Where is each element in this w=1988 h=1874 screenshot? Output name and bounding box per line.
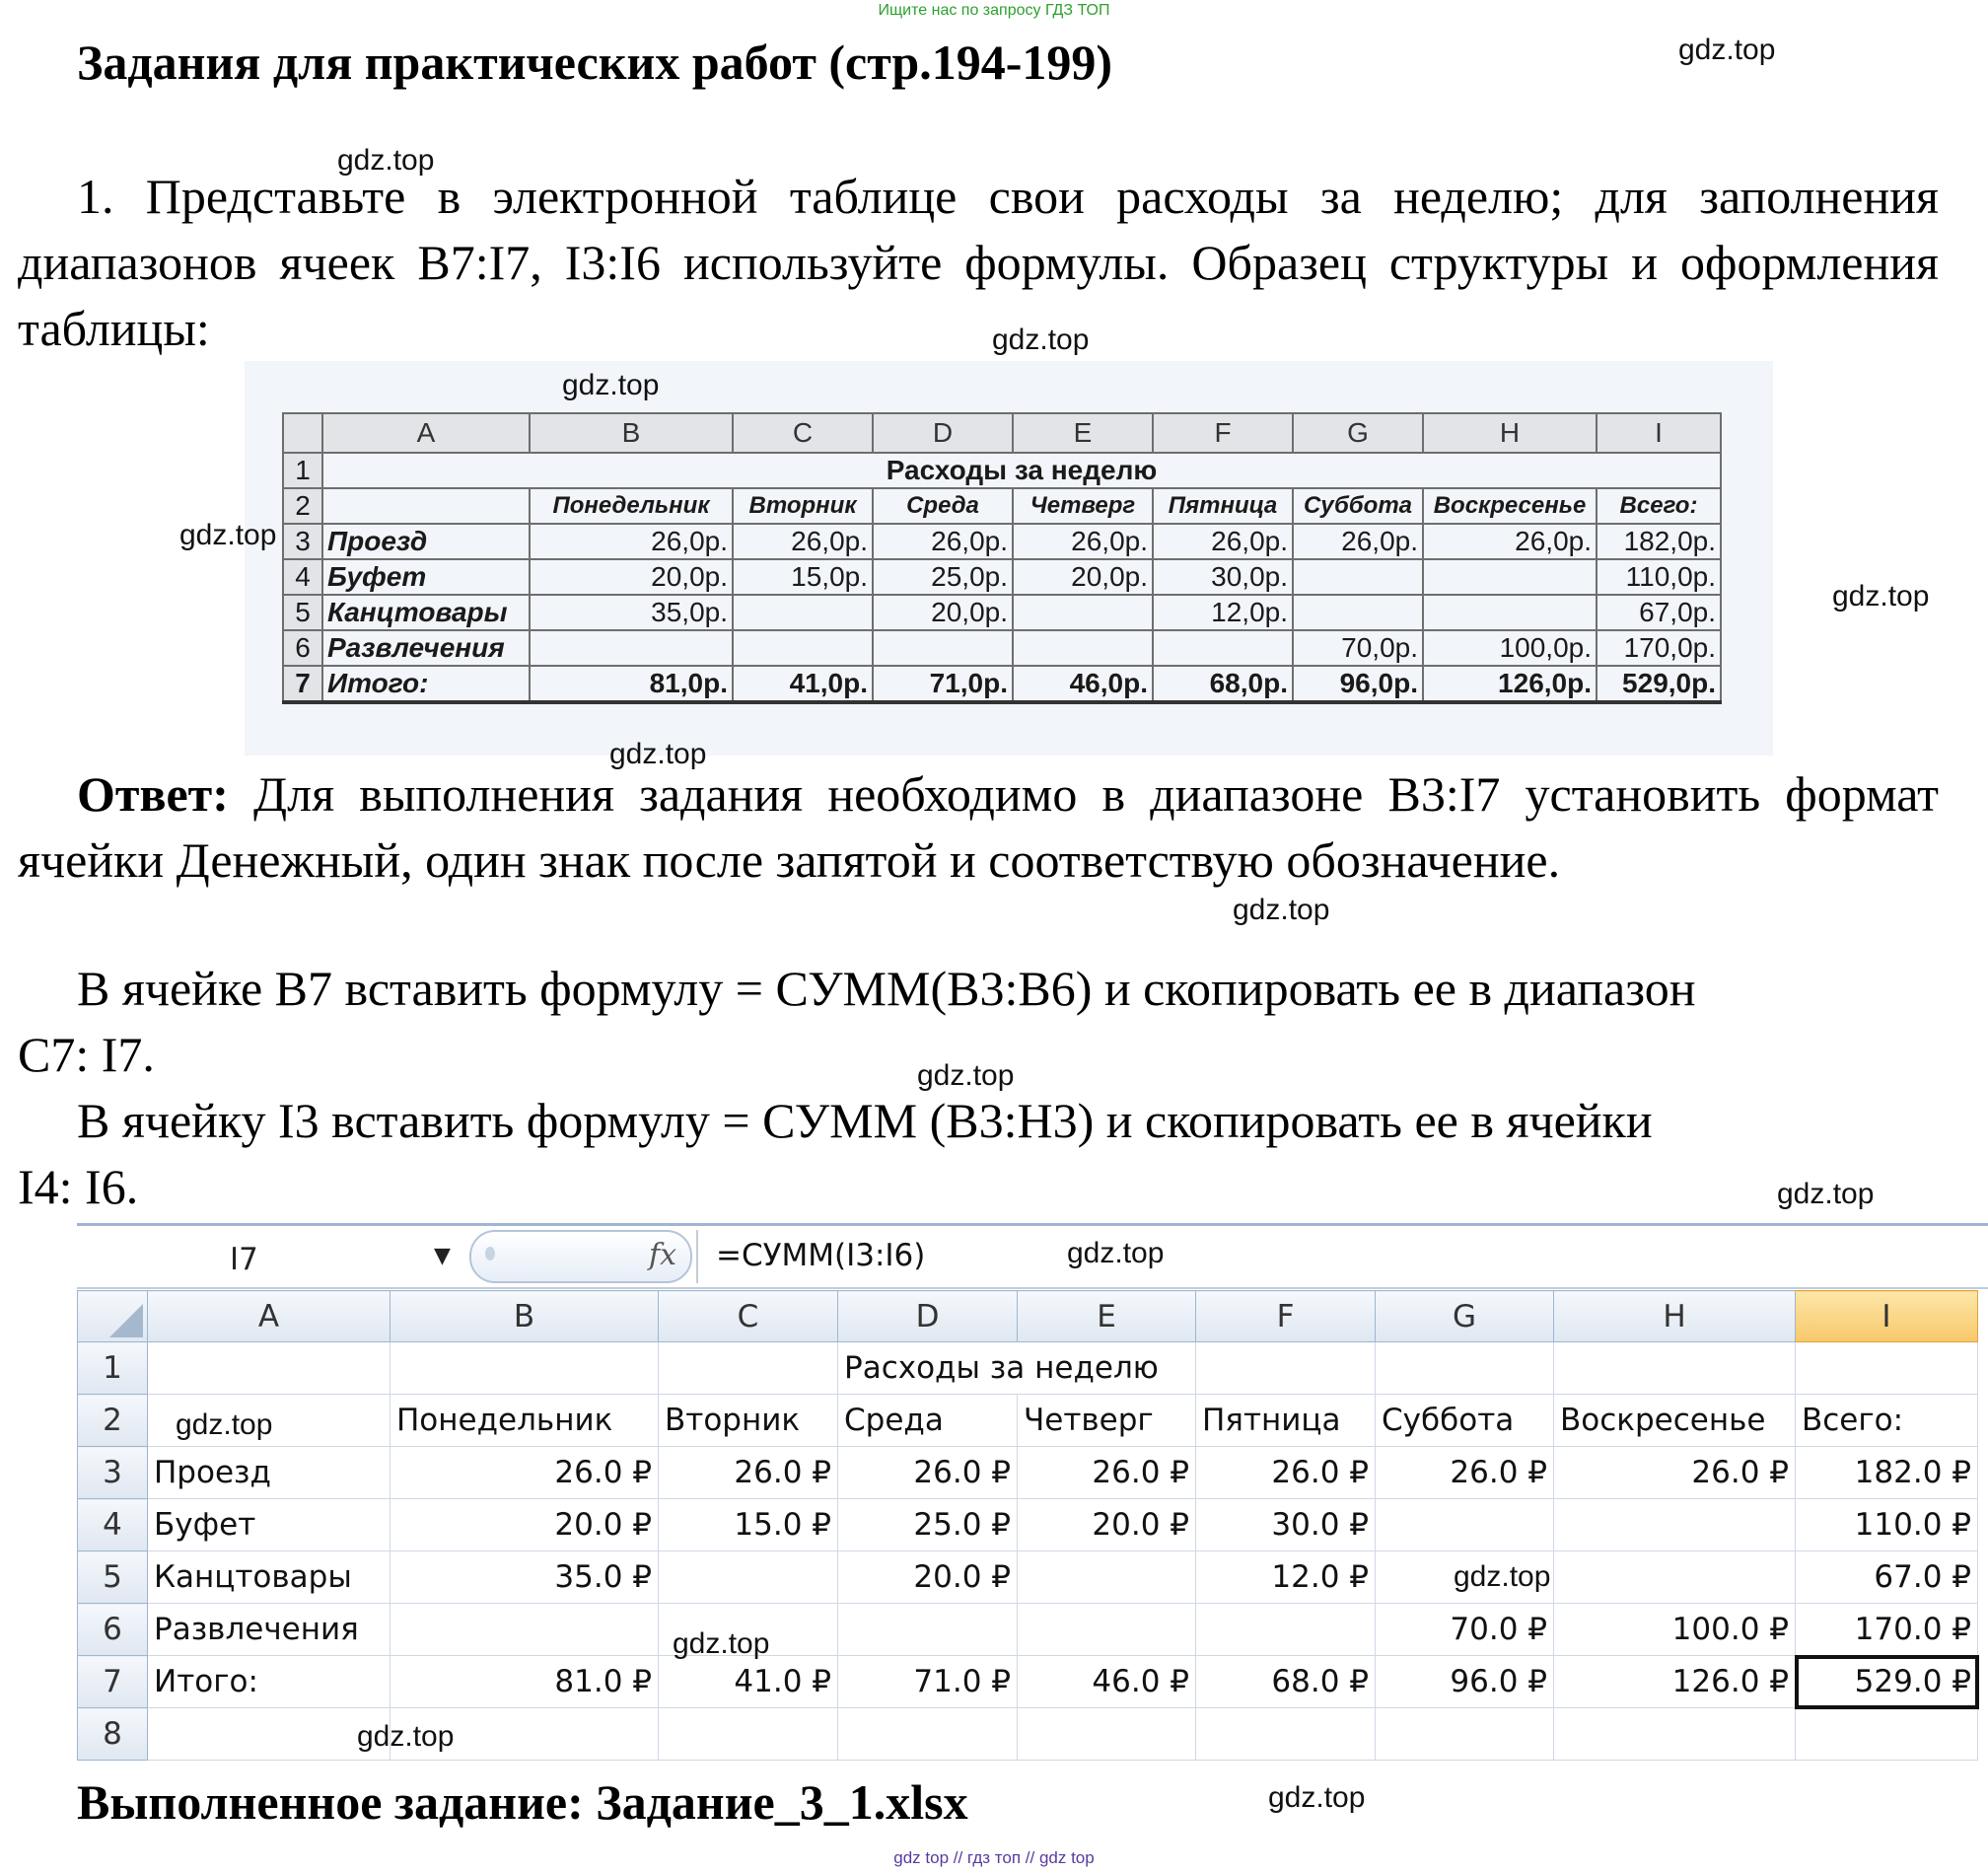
- column-header-f[interactable]: F: [1196, 1291, 1376, 1342]
- watermark: gdz.top: [1678, 34, 1776, 66]
- formula-divider: [696, 1230, 698, 1283]
- cell-value[interactable]: [1018, 1551, 1196, 1604]
- sample-cell: 15,0р.: [733, 559, 873, 595]
- cell-value[interactable]: 46.0 ₽: [1018, 1656, 1196, 1708]
- row-header-8[interactable]: 8: [78, 1708, 148, 1761]
- cell-value[interactable]: 26.0 ₽: [838, 1447, 1018, 1499]
- excel-row-6: [78, 1604, 1978, 1656]
- watermark: gdz.top: [673, 1627, 770, 1660]
- sample-cell: 170,0р.: [1597, 630, 1721, 666]
- sample-row-number: 7: [283, 666, 322, 702]
- sample-day-header: Пятница: [1153, 488, 1293, 524]
- sample-cell: 67,0р.: [1597, 595, 1721, 630]
- column-header-h[interactable]: H: [1554, 1291, 1796, 1342]
- row-header-5[interactable]: 5: [78, 1551, 148, 1604]
- cell-value[interactable]: 110.0 ₽: [1796, 1499, 1978, 1551]
- name-box[interactable]: [77, 1230, 462, 1281]
- sample-row-label: Проезд: [322, 524, 530, 559]
- watermark: gdz.top: [992, 324, 1090, 356]
- column-header-i[interactable]: I: [1796, 1291, 1978, 1342]
- sample-cell: [1293, 559, 1423, 595]
- excel-row-2: [78, 1395, 1978, 1447]
- watermark: gdz.top: [609, 738, 707, 770]
- cell[interactable]: [1376, 1708, 1554, 1761]
- sample-cell: 70,0р.: [1293, 630, 1423, 666]
- sample-cell: 20,0р.: [1013, 559, 1153, 595]
- excel-row-5: [78, 1551, 1978, 1604]
- sample-cell: [1293, 595, 1423, 630]
- cell[interactable]: [1796, 1342, 1978, 1395]
- sample-row: [283, 524, 1721, 559]
- grip-icon: [485, 1247, 495, 1261]
- sample-row: [283, 595, 1721, 630]
- cell-day[interactable]: Пятница: [1196, 1395, 1376, 1447]
- sample-row-number: 3: [283, 524, 322, 559]
- sample-col-e: E: [1013, 413, 1153, 453]
- cell-value[interactable]: 81.0 ₽: [390, 1656, 659, 1708]
- cell-label[interactable]: Развлечения: [148, 1604, 390, 1656]
- cell-value[interactable]: 20.0 ₽: [390, 1499, 659, 1551]
- cell-value[interactable]: 30.0 ₽: [1196, 1499, 1376, 1551]
- column-header-a[interactable]: A: [148, 1291, 390, 1342]
- select-all-triangle-icon: [109, 1304, 143, 1337]
- sample-cell: 71,0р.: [873, 666, 1013, 702]
- cell-value[interactable]: [1554, 1551, 1796, 1604]
- cell-value[interactable]: 68.0 ₽: [1196, 1656, 1376, 1708]
- sample-cell: 41,0р.: [733, 666, 873, 702]
- column-header-c[interactable]: C: [659, 1291, 838, 1342]
- cell[interactable]: [1554, 1342, 1796, 1395]
- task-text: [18, 164, 1939, 362]
- column-header-d[interactable]: D: [838, 1291, 1018, 1342]
- sample-cell: [1013, 595, 1153, 630]
- cell[interactable]: [1554, 1708, 1796, 1761]
- watermark: gdz.top: [1777, 1178, 1875, 1210]
- cell-value[interactable]: [659, 1551, 838, 1604]
- sample-table: [282, 412, 1722, 704]
- cell-value[interactable]: 96.0 ₽: [1376, 1656, 1554, 1708]
- sample-col-f: F: [1153, 413, 1293, 453]
- cell-label[interactable]: Проезд: [148, 1447, 390, 1499]
- task-body: 1. Представьте в электронной таблице свои расходы за неделю; для заполнения диапазонов ячеек B7:I7, I3:I6 используйте формулы. Образец структуры и оформления таблицы:: [18, 169, 1939, 356]
- sample-row-label: Итого:: [322, 666, 530, 702]
- cell-day[interactable]: Всего:: [1796, 1395, 1978, 1447]
- sample-body: [283, 524, 1721, 702]
- cell-value[interactable]: [1018, 1604, 1196, 1656]
- excel-row-3: [78, 1447, 1978, 1499]
- sample-cell: [733, 630, 873, 666]
- sample-cell: 26,0р.: [530, 524, 733, 559]
- cell-value[interactable]: [1196, 1604, 1376, 1656]
- cell-value[interactable]: 41.0 ₽: [659, 1656, 838, 1708]
- sample-cell: [322, 488, 530, 524]
- formula-controls: [469, 1230, 692, 1283]
- sample-cell: 26,0р.: [1013, 524, 1153, 559]
- sample-cell: 126,0р.: [1423, 666, 1597, 702]
- cell[interactable]: [148, 1708, 390, 1761]
- sample-cell: 81,0р.: [530, 666, 733, 702]
- sample-cell: 26,0р.: [873, 524, 1013, 559]
- sample-cell: [733, 595, 873, 630]
- row-header-3[interactable]: 3: [78, 1447, 148, 1499]
- watermark: gdz.top: [337, 144, 435, 177]
- watermark: gdz.top: [1067, 1237, 1165, 1269]
- step1-line2: C7: I7.: [18, 1027, 155, 1082]
- sample-cell: [873, 630, 1013, 666]
- cell-value[interactable]: 12.0 ₽: [1196, 1551, 1376, 1604]
- cell[interactable]: [148, 1342, 390, 1395]
- sample-cell: 26,0р.: [1293, 524, 1423, 559]
- sample-day-header: Четверг: [1013, 488, 1153, 524]
- excel-grid: [77, 1290, 1978, 1761]
- excel-row-7: [78, 1656, 1978, 1708]
- answer-body: Для выполнения задания необходимо в диапазоне B3:I7 установить формат ячейки Денежный, один знак после запятой и соответствую обозначение.: [18, 766, 1939, 888]
- cell-value[interactable]: 35.0 ₽: [390, 1551, 659, 1604]
- sample-cell: 12,0р.: [1153, 595, 1293, 630]
- sample-cell: [1423, 595, 1597, 630]
- cell-value[interactable]: 15.0 ₽: [659, 1499, 838, 1551]
- cell-label[interactable]: Итого:: [148, 1656, 390, 1708]
- sample-corner: [283, 413, 322, 453]
- cell[interactable]: [1376, 1342, 1554, 1395]
- excel-row-4: [78, 1499, 1978, 1551]
- sample-cell: 46,0р.: [1013, 666, 1153, 702]
- watermark: gdz.top: [1454, 1560, 1551, 1593]
- cell-value[interactable]: [838, 1604, 1018, 1656]
- sample-cell: 26,0р.: [733, 524, 873, 559]
- cell-value[interactable]: 100.0 ₽: [1554, 1604, 1796, 1656]
- sample-cell: 30,0р.: [1153, 559, 1293, 595]
- cell-day[interactable]: Понедельник: [390, 1395, 659, 1447]
- watermark: gdz.top: [1268, 1781, 1366, 1814]
- cell-value[interactable]: 26.0 ₽: [390, 1447, 659, 1499]
- footer-note: gdz top // гдз топ // gdz top: [893, 1848, 1095, 1867]
- cell-value[interactable]: 70.0 ₽: [1376, 1604, 1554, 1656]
- step2-line1: В ячейку I3 вставить формулу = СУММ (B3:H3) и скопировать ее в ячейки: [77, 1093, 1653, 1148]
- sample-cell: 25,0р.: [873, 559, 1013, 595]
- sample-col-d: D: [873, 413, 1013, 453]
- cell-day[interactable]: Суббота: [1376, 1395, 1554, 1447]
- column-header-e[interactable]: E: [1018, 1291, 1196, 1342]
- sample-table-title: Расходы за неделю: [322, 453, 1721, 488]
- completed-task-label: Выполненное задание: Задание_3_1.xlsx: [77, 1774, 968, 1830]
- sample-col-i: I: [1597, 413, 1721, 453]
- cell[interactable]: [1196, 1708, 1376, 1761]
- cell-day[interactable]: Вторник: [659, 1395, 838, 1447]
- sample-cell: 110,0р.: [1597, 559, 1721, 595]
- sample-col-b: B: [530, 413, 733, 453]
- step1-line1: В ячейке B7 вставить формулу = СУММ(B3:B6) и скопировать ее в диапазон: [77, 961, 1696, 1016]
- sample-row: [283, 559, 1721, 595]
- watermark: gdz.top: [179, 519, 277, 551]
- sample-row-1: [283, 453, 1721, 488]
- sample-row-label: Канцтовары: [322, 595, 530, 630]
- cell-value[interactable]: 26.0 ₽: [1554, 1447, 1796, 1499]
- cell-value[interactable]: 26.0 ₽: [1018, 1447, 1196, 1499]
- cell-day[interactable]: Воскресенье: [1554, 1395, 1796, 1447]
- cell[interactable]: [838, 1708, 1018, 1761]
- sample-cell: [1013, 630, 1153, 666]
- column-header-g[interactable]: G: [1376, 1291, 1554, 1342]
- cell[interactable]: [1018, 1708, 1196, 1761]
- sample-day-header: Среда: [873, 488, 1013, 524]
- sample-cell: 26,0р.: [1153, 524, 1293, 559]
- sample-row-number: 6: [283, 630, 322, 666]
- watermark: gdz.top: [1832, 580, 1930, 613]
- insert-function-icon[interactable]: fx: [648, 1238, 676, 1272]
- sample-cell: 68,0р.: [1153, 666, 1293, 702]
- sample-day-header: Вторник: [733, 488, 873, 524]
- sample-row-label: Развлечения: [322, 630, 530, 666]
- watermark: gdz.top: [562, 369, 660, 401]
- sample-col-g: G: [1293, 413, 1423, 453]
- sample-row-label: Буфет: [322, 559, 530, 595]
- cell[interactable]: [1196, 1342, 1376, 1395]
- sample-cell: 20,0р.: [873, 595, 1013, 630]
- cell-value[interactable]: 67.0 ₽: [1796, 1551, 1978, 1604]
- answer-label: Ответ:: [77, 766, 229, 822]
- sample-cell: [1423, 559, 1597, 595]
- row-header-1[interactable]: 1: [78, 1342, 148, 1395]
- sample-row: [283, 630, 1721, 666]
- watermark: gdz.top: [357, 1720, 455, 1753]
- row-header-7[interactable]: 7: [78, 1656, 148, 1708]
- cell-title[interactable]: Расходы за неделю: [838, 1342, 1196, 1395]
- cell-label[interactable]: Буфет: [148, 1499, 390, 1551]
- row-header-6[interactable]: 6: [78, 1604, 148, 1656]
- step2-line2: I4: I6.: [18, 1159, 139, 1214]
- active-cell-i7[interactable]: 529.0 ₽: [1796, 1656, 1978, 1708]
- sample-cell: [530, 630, 733, 666]
- chevron-down-icon[interactable]: ▼: [434, 1244, 451, 1268]
- excel-row-1: [78, 1342, 1978, 1395]
- cell-value[interactable]: 25.0 ₽: [838, 1499, 1018, 1551]
- sample-cell: 26,0р.: [1423, 524, 1597, 559]
- cell-value[interactable]: [390, 1604, 659, 1656]
- cell-label[interactable]: Канцтовары: [148, 1551, 390, 1604]
- row-header-4[interactable]: 4: [78, 1499, 148, 1551]
- sample-day-header: Воскресенье: [1423, 488, 1597, 524]
- cell[interactable]: [1796, 1708, 1978, 1761]
- cell-value[interactable]: 126.0 ₽: [1554, 1656, 1796, 1708]
- sample-row-number: 4: [283, 559, 322, 595]
- sample-col-c: C: [733, 413, 873, 453]
- sample-day-header: Понедельник: [530, 488, 733, 524]
- cell[interactable]: [390, 1342, 659, 1395]
- formula-input[interactable]: =СУММ(I3:I6): [716, 1238, 926, 1273]
- watermark: gdz.top: [176, 1408, 273, 1441]
- cell-day[interactable]: Четверг: [1018, 1395, 1196, 1447]
- cell-value[interactable]: 170.0 ₽: [1796, 1604, 1978, 1656]
- page-title: Задания для практических работ (стр.194-199): [77, 35, 1113, 90]
- watermark: gdz.top: [1233, 894, 1330, 926]
- excel-screenshot: [77, 1223, 1988, 1770]
- select-all-button[interactable]: [78, 1291, 148, 1342]
- sample-cell: 182,0р.: [1597, 524, 1721, 559]
- sample-cell: 100,0р.: [1423, 630, 1597, 666]
- sample-col-h: H: [1423, 413, 1597, 453]
- sample-col-a: A: [322, 413, 530, 453]
- column-header-row: [78, 1291, 1978, 1342]
- cell[interactable]: [659, 1708, 838, 1761]
- cell-value[interactable]: 26.0 ₽: [1376, 1447, 1554, 1499]
- cell-value[interactable]: 71.0 ₽: [838, 1656, 1018, 1708]
- sample-row-number: 2: [283, 488, 322, 524]
- sample-cell: [1153, 630, 1293, 666]
- sample-day-header: Суббота: [1293, 488, 1423, 524]
- answer-text: [18, 761, 1939, 894]
- sample-row: [283, 666, 1721, 702]
- cell-value[interactable]: [1554, 1499, 1796, 1551]
- cell-value[interactable]: 26.0 ₽: [659, 1447, 838, 1499]
- sample-cell: 529,0р.: [1597, 666, 1721, 702]
- sample-cell: 20,0р.: [530, 559, 733, 595]
- sample-col-header-row: [283, 413, 1721, 453]
- cell-value[interactable]: 26.0 ₽: [1196, 1447, 1376, 1499]
- excel-body: [78, 1447, 1978, 1708]
- cell-value[interactable]: 182.0 ₽: [1796, 1447, 1978, 1499]
- sample-row-number: 5: [283, 595, 322, 630]
- formula-bar: [77, 1223, 1988, 1289]
- sample-day-header: Всего:: [1597, 488, 1721, 524]
- row-header-2[interactable]: 2: [78, 1395, 148, 1447]
- cell-day[interactable]: Среда: [838, 1395, 1018, 1447]
- cell-value[interactable]: [1376, 1499, 1554, 1551]
- column-header-b[interactable]: B: [390, 1291, 659, 1342]
- cell[interactable]: [659, 1342, 838, 1395]
- cell-value[interactable]: 20.0 ₽: [838, 1551, 1018, 1604]
- sample-row-2: [283, 488, 1721, 524]
- watermark: gdz.top: [917, 1059, 1015, 1092]
- name-box-value: I7: [230, 1242, 258, 1277]
- sample-cell: 96,0р.: [1293, 666, 1423, 702]
- cell-value[interactable]: 20.0 ₽: [1018, 1499, 1196, 1551]
- sample-row-number: 1: [283, 453, 322, 488]
- sample-cell: 35,0р.: [530, 595, 733, 630]
- top-note: Ищите нас по запросу ГДЗ ТОП: [878, 2, 1110, 19]
